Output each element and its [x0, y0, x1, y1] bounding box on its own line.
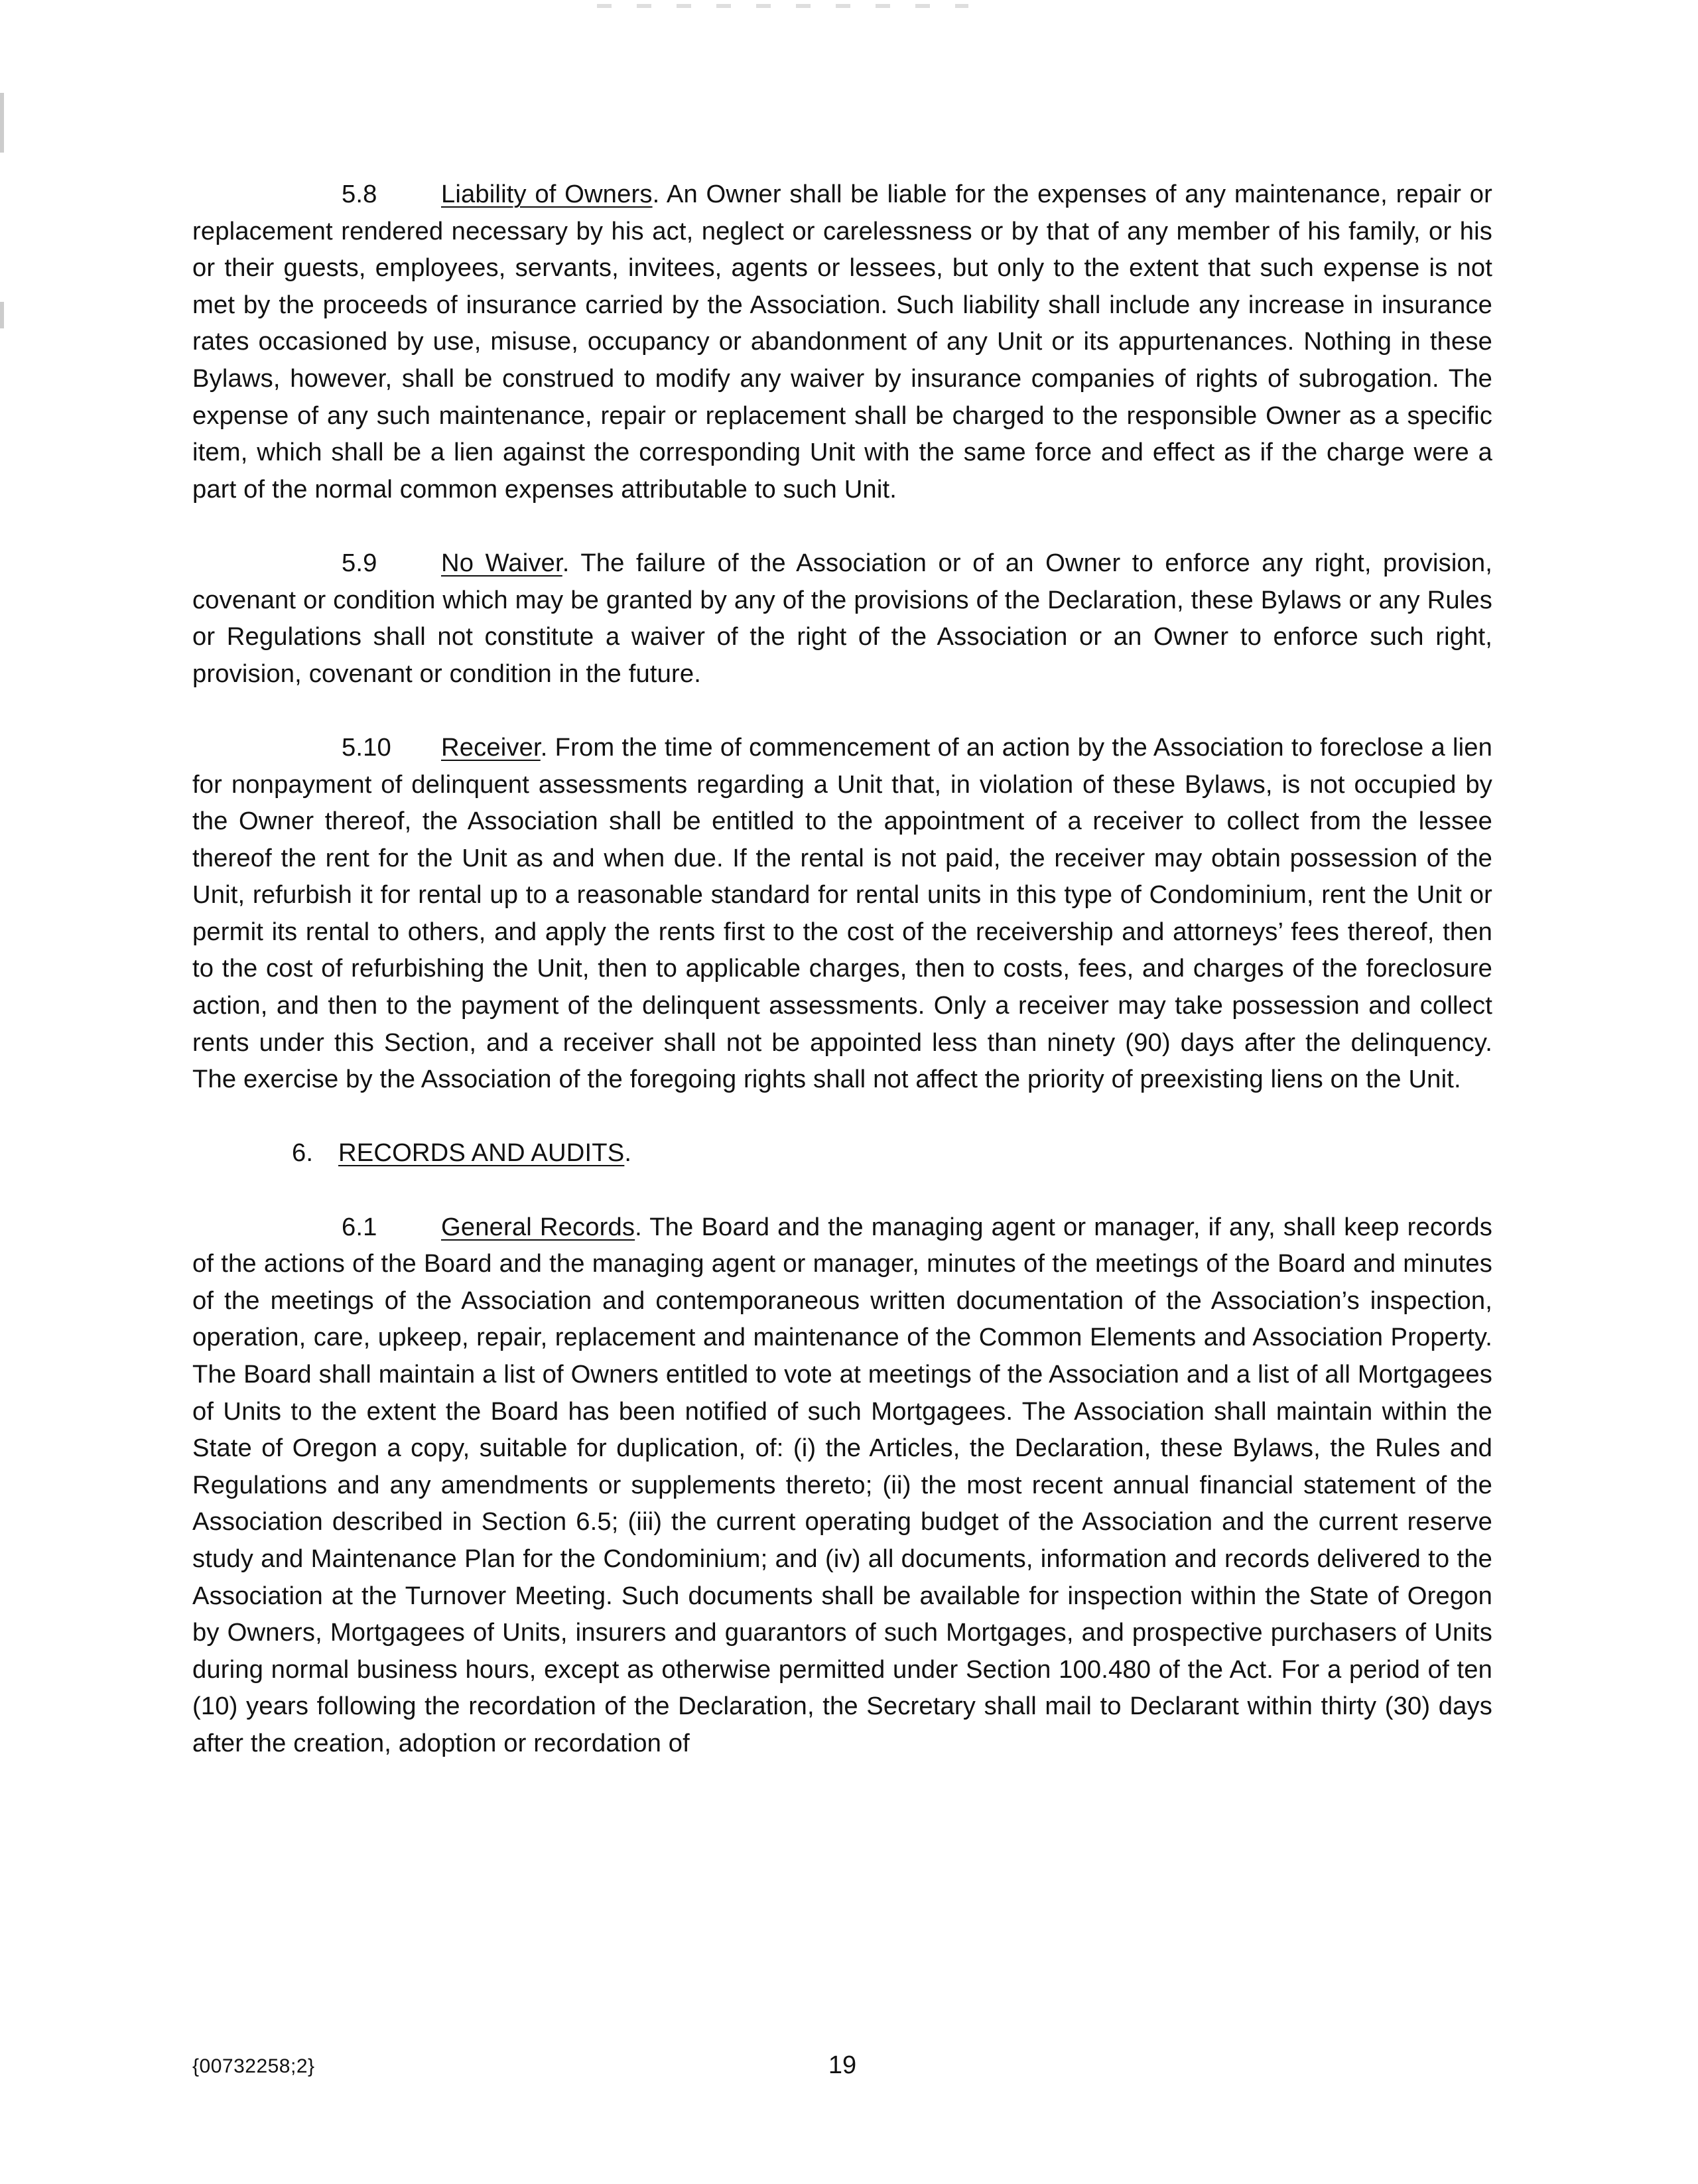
article-title-suffix: .: [624, 1138, 632, 1168]
scan-artifact: [0, 93, 4, 153]
section-number: 5.9: [342, 548, 377, 577]
document-body: [192, 176, 1492, 1762]
paragraph-spacer: [192, 692, 1492, 729]
section-number: 6.1: [342, 1212, 377, 1241]
scan-artifact: [0, 302, 4, 328]
article-number: 6.: [292, 1138, 314, 1168]
paragraph-spacer: [192, 1172, 1492, 1209]
section-title: No Waiver: [441, 548, 562, 577]
scan-artifact: [597, 4, 968, 8]
paragraph-spacer: [192, 1098, 1492, 1135]
document-id: {00732258;2}: [192, 2055, 315, 2077]
section-5-8: [192, 176, 1492, 508]
section-5-10: [192, 729, 1492, 1098]
section-number: 5.10: [342, 732, 391, 762]
section-text: . The failure of the Association or of an Owner to enforce any right, provision, covenant or condition which may be granted by any of the provisions of the Declaration, these Bylaws or any Rules or Regulations shall not constitute a waiver of the right of the Association or an Owner to enforce such right, provision, covenant or condition in the future.: [192, 548, 1492, 688]
section-title: Receiver: [441, 732, 541, 762]
section-title: General Records: [441, 1212, 635, 1241]
article-title: RECORDS AND AUDITS: [338, 1138, 625, 1168]
section-text: . From the time of commencement of an action by the Association to foreclose a lien for nonpayment of delinquent assessments regarding a Unit that, in violation of these Bylaws, is not occupied by the Owner thereof, the Association shall be entitled to the appointment of a receiver to collect from the lessee thereof the rent for the Unit as and when due. If the rental is not paid, the receiver may obtain possession of the Unit, refurbish it for rental up to a reasonable standard for rental units in this type of Condominium, rent the Unit or permit its rental to others, and apply the rents first to the cost of the receivership and attorneys’ fees thereof, then to the cost of refurbishing the Unit, then to applicable charges, then to costs, fees, and charges of the foreclosure action, and then to the payment of the delinquent assessments. Only a receiver may take possession and collect rents under this Section, and a receiver shall not be appointed less than ninety (90) days after the delinquency. The exercise by the Association of the foregoing rights shall not affect the priority of preexisting liens on the Unit.: [192, 732, 1492, 1094]
paragraph-spacer: [192, 508, 1492, 545]
section-text: . The Board and the managing agent or manager, if any, shall keep records of the actions of the Board and the managing agent or manager, minutes of the meetings of the Board and minutes of the meetings of the Association and contemporaneous written documentation of the Association’s inspection, operation, care, upkeep, repair, replacement and maintenance of the Common Elements and Association Property. The Board shall maintain a list of Owners entitled to vote at meetings of the Association and a list of all Mortgagees of Units to the extent the Board has been notified of such Mortgagees. The Association shall maintain within the State of Oregon a copy, suitable for duplication, of: (i) the Articles, the Declaration, these Bylaws, the Rules and Regulations and any amendments or supplements thereto; (ii) the most recent annual financial statement of the Association described in Section 6.5; (iii) the current operating budget of the Association and the current reserve study and Maintenance Plan for the Condominium; and (iv) all documents, information and records delivered to the Association at the Turnover Meeting. Such documents shall be available for inspection within the State of Oregon by Owners, Mortgagees of Units, insurers and guarantors of such Mortgages, and prospective purchasers of Units during normal business hours, except as otherwise permitted under Section 100.480 of the Act. For a period of ten (10) years following the recordation of the Declaration, the Secretary shall mail to Declarant within thirty (30) days after the creation, adoption or recordation of: [192, 1212, 1492, 1757]
section-number: 5.8: [342, 180, 377, 208]
section-5-9: [192, 545, 1492, 692]
section-6-1: [192, 1209, 1492, 1762]
section-text: . An Owner shall be liable for the expenses of any maintenance, repair or replacement rendered necessary by his act, neglect or carelessness or by that of any member of his family, or his or their guests, employees, servants, invitees, agents or lessees, but only to the extent that such expense is not met by the proceeds of insurance carried by the Association. Such liability shall include any increase in insurance rates occasioned by use, misuse, occupancy or abandonment of any Unit or its appurtenances. Nothing in these Bylaws, however, shall be construed to modify any waiver by insurance companies of rights of subrogation. The expense of any such maintenance, repair or replacement shall be charged to the responsible Owner as a specific item, which shall be a lien against the corresponding Unit with the same force and effect as if the charge were a part of the normal common expenses attributable to such Unit.: [192, 180, 1492, 504]
page-number: 19: [828, 2051, 857, 2079]
section-title: Liability of Owners: [441, 180, 653, 208]
article-heading: [192, 1134, 1492, 1172]
